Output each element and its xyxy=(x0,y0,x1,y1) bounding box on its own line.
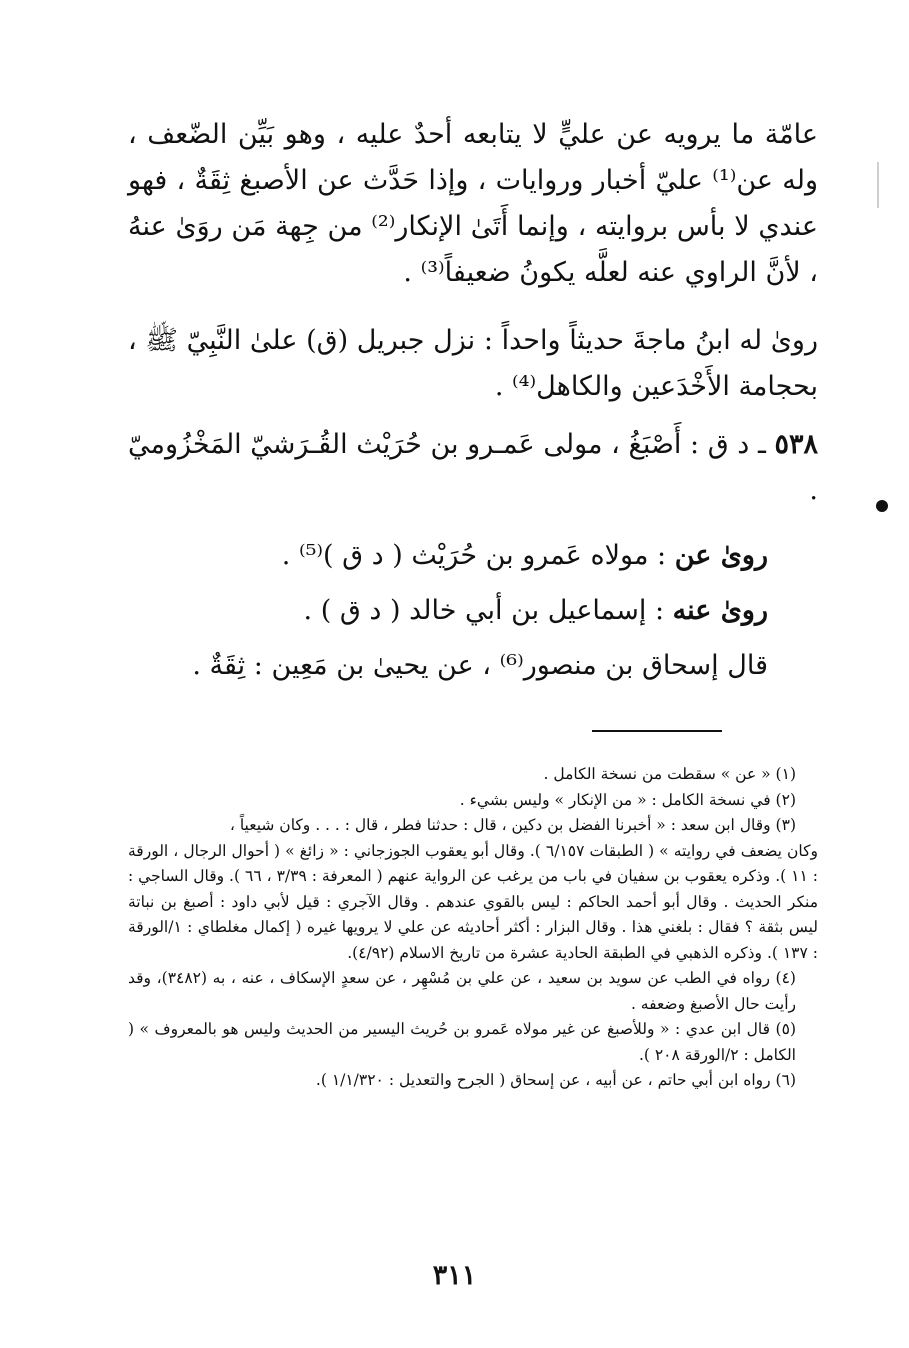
footnote-3-rest: وكان يضعف في روايته » ( الطبقات ٦/١٥٧ ). وقال أبو يعقوب الجوزجاني : « زائغ » ( أحوال الرجال ، الورقة : ١١ ). وذكره يعقوب بن سفيان في باب من يرغب عن الرواية عنهم ( المعرفة : ٣/٣٩ ، ٦٦ ). وقال الساجي : منكر الحديث . وقال أبو أحمد الحاكم : ليس بالقوي عندهم . وقال الآجري : قيل لأبي داود : أصبغ بن نباتة ليس بثقة ؟ فقال : بلغني هذا . وقال البزار : أكثر أحاديثه عن علي لا يرويها غيره ( إكمال مغلطاي : ١/الورقة : ١٣٧ ). وذكره الذهبي في الطبقة الحادية عشرة من تاريخ الاسلام (٤/٩٢). xyxy=(128,841,819,962)
footnote-3-lead: (٣) وقال ابن سعد : « أخبرنا الفضل بن دكين ، قال : حدثنا فطر ، قال : . . . وكان شيعياً ، xyxy=(229,816,796,834)
body-paragraph-1 xyxy=(128,112,818,296)
narration-list xyxy=(128,528,768,693)
narrated-from-line: روىٰ عن : مولاه عَمرو بن حُرَيْث ( د ق )⁽⁵⁾ . xyxy=(281,540,768,571)
ink-dot xyxy=(876,500,888,512)
footnotes xyxy=(128,762,818,1094)
narrated-by-label: روىٰ عنه xyxy=(672,595,768,626)
footnote-2: (٢) في نسخة الكامل : « من الإنكار » وليس بشيء . xyxy=(459,790,796,809)
entry-number: ٥٣٨ xyxy=(774,429,818,460)
entry-title: ـ د ق : أَصْبَغُ ، مولى عَمـرو بن حُرَيْث القُـرَشيّ المَخْزُوميّ . xyxy=(128,429,818,506)
body-paragraph-2 xyxy=(128,318,818,410)
page-number: ٣١١ xyxy=(432,1260,477,1291)
narrated-by-line: روىٰ عنه : إسماعيل بن أبي خالد ( د ق ) . xyxy=(303,595,768,626)
entry-heading xyxy=(128,422,818,514)
footnote-5: (٥) قال ابن عدي : « وللأصبغ عن غير مولاه عَمرو بن حُريث اليسير من الحديث وليس هو بالمعروف » ( الكامل : ٢/الورقة ٢٠٨ ). xyxy=(128,1020,796,1064)
margin-mark xyxy=(877,162,879,208)
paragraph-text: عامّة ما يرويه عن عليٍّ لا يتابعه أحدٌ عليه ، وهو بَيِّن الضّعف ، وله عن⁽¹⁾ عليّ أخبار وروايات ، وإذا حَدَّث عن الأصبغ ثِقَةٌ ، فهو عندي لا بأس بروايته ، وإنما أَتَىٰ الإنكار⁽²⁾ من جِهة مَن روَىٰ عنهُ ، لأنَّ الراوي عنه لعلَّه يكونُ ضعيفاً⁽³⁾ . xyxy=(128,119,818,288)
paragraph-text: روىٰ له ابنُ ماجةَ حديثاً واحداً : نزل جبريل (ق) علىٰ النَّبِيّ ﷺ ، بحجامة الأَخْدَعين والكاهل⁽⁴⁾ . xyxy=(128,325,818,402)
footnote-1: (١) « عن » سقطت من نسخة الكامل . xyxy=(543,765,796,783)
footnote-4: (٤) رواه في الطب عن سويد بن سعيد ، عن علي بن مُسْهِر ، عن سعدٍ الإسكاف ، عنه ، به (٣٤٨٢)، وقد رأيت حال الأصبغ وضعفه . xyxy=(128,969,796,1013)
footnote-6: (٦) رواه ابن أبي حاتم ، عن أبيه ، عن إسحاق ( الجرح والتعديل : ١/١/٣٢٠ ). xyxy=(315,1071,796,1089)
footnote-separator xyxy=(592,730,722,732)
grading-line: قال إسحاق بن منصور⁽⁶⁾ ، عن يحيىٰ بن مَعِين : ثِقَةٌ . xyxy=(192,650,768,681)
narrated-from-label: روىٰ عن xyxy=(674,540,768,571)
